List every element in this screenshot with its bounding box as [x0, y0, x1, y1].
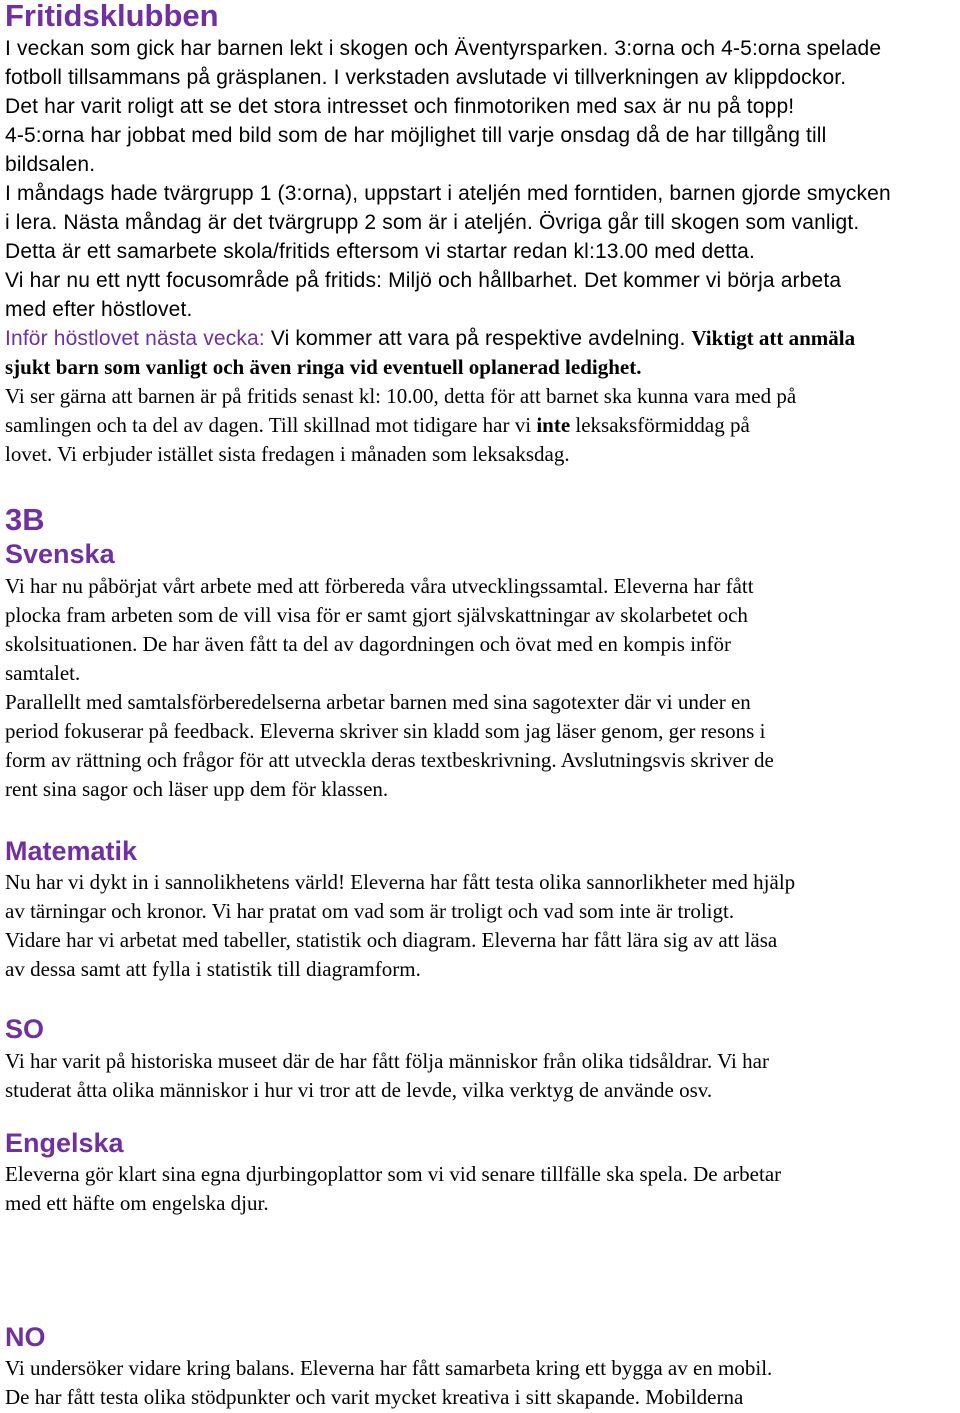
text-line: av tärningar och kronor. Vi har pratat om vad som är troligt och vad som inte är troligt.	[5, 899, 735, 923]
paragraph-fritids-tvargrupp	[5, 179, 960, 266]
text-line: bildsalen.	[5, 153, 96, 176]
text-line: Vi ser gärna att barnen är på fritids senast kl: 10.00, detta för att barnet ska kunna vara med på	[5, 384, 797, 408]
bold-notice: Viktigt att anmäla	[691, 326, 856, 350]
text-line: Vi har varit på historiska museet där de har fått följa människor från olika tidsåldrar. Vi har	[5, 1049, 769, 1073]
text-run: leksaksförmiddag på	[570, 413, 750, 437]
text-line	[5, 411, 960, 440]
text-line: av dessa samt att fylla i statistik till diagramform.	[5, 957, 421, 981]
bold-word: inte	[536, 413, 571, 437]
subject-title-matematik: Matematik	[5, 836, 138, 866]
paragraph-svenska-1	[5, 572, 960, 688]
text-line: Vi undersöker vidare kring balans. Eleverna har fått samarbeta kring ett bygga av en mobil.	[5, 1356, 773, 1380]
paragraph-no	[5, 1354, 960, 1412]
paragraph-matematik	[5, 868, 960, 984]
text-line: Vi har nu ett nytt focusområde på fritids: Miljö och hållbarhet. Det kommer vi börja arbeta	[5, 269, 842, 292]
text-line: I veckan som gick har barnen lekt i skogen och Äventyrsparken. 3:orna och 4-5:orna spelade	[5, 37, 882, 60]
text-line: skolsituationen. De har även fått ta del av dagordningen och övat med en kompis inför	[5, 632, 732, 656]
paragraph-fritids-hostlov	[5, 324, 960, 469]
highlight-label: Inför höstlovet nästa vecka:	[5, 327, 265, 350]
text-line: studerat åtta olika människor i hur vi tror att de levde, vilka verktyg de använde osv.	[5, 1078, 713, 1102]
text-line: med ett häfte om engelska djur.	[5, 1191, 269, 1215]
text-line: med efter höstlovet.	[5, 298, 193, 321]
text-line: Nu har vi dykt in i sannolikhetens värld! Eleverna har fått testa olika sannorlikheter med hjälp	[5, 870, 796, 894]
text-line	[5, 353, 960, 382]
text-run: Vi kommer att vara på respektive avdelning.	[264, 327, 692, 350]
text-line: Vi har nu påbörjat vårt arbete med att förbereda våra utvecklingssamtal. Eleverna har fått	[5, 574, 754, 598]
text-line	[5, 324, 960, 353]
paragraph-fritids-focus	[5, 266, 960, 324]
text-line: form av rättning och frågor för att utveckla deras textbeskrivning. Avslutningsvis skriver de	[5, 748, 774, 772]
bold-notice: sjukt barn som vanligt och även ringa vid eventuell oplanerad ledighet.	[5, 355, 642, 379]
text-line: Det har varit roligt att se det stora intresset och finmotoriken med sax är nu på topp!	[5, 95, 795, 118]
text-line: fotboll tillsammans på gräsplanen. I verkstaden avslutade vi tillverkningen av klippdockor.	[5, 66, 847, 89]
text-line: Detta är ett samarbete skola/fritids eftersom vi startar redan kl:13.00 med detta.	[5, 240, 755, 263]
paragraph-fritids-week	[5, 34, 960, 179]
text-line: Parallellt med samtalsförberedelserna arbetar barnen med sina sagotexter där vi under en	[5, 690, 751, 714]
subject-title-engelska: Engelska	[5, 1128, 124, 1158]
subject-title-svenska: Svenska	[5, 539, 115, 569]
paragraph-engelska	[5, 1160, 960, 1218]
text-line: De har fått testa olika stödpunkter och varit mycket kreativa i sitt skapande. Mobilderna	[5, 1385, 744, 1409]
paragraph-so	[5, 1047, 960, 1105]
text-line: I måndags hade tvärgrupp 1 (3:orna), uppstart i ateljén med forntiden, barnen gjorde smycken	[5, 182, 891, 205]
text-line: Eleverna gör klart sina egna djurbingoplattor som vi vid senare tillfälle ska spela. De arbetar	[5, 1162, 782, 1186]
text-line: samtalet.	[5, 661, 81, 685]
section-title-3b: 3B	[5, 502, 45, 537]
text-line: i lera. Nästa måndag är det tvärgrupp 2 som är i ateljén. Övriga går till skogen som vanligt.	[5, 211, 860, 234]
subject-title-so: SO	[5, 1014, 45, 1044]
paragraph-svenska-2	[5, 688, 960, 804]
subject-title-no: NO	[5, 1322, 46, 1352]
text-line: period fokuserar på feedback. Eleverna skriver sin kladd som jag läser genom, ger resons i	[5, 719, 766, 743]
text-line: lovet. Vi erbjuder istället sista fredagen i månaden som leksaksdag.	[5, 442, 570, 466]
text-run: samlingen och ta del av dagen. Till skillnad mot tidigare har vi	[5, 413, 537, 437]
text-line: 4-5:orna har jobbat med bild som de har möjlighet till varje onsdag då de har tillgång till	[5, 124, 827, 147]
text-line: rent sina sagor och läser upp dem för klassen.	[5, 777, 389, 801]
text-line: Vidare har vi arbetat med tabeller, statistik och diagram. Eleverna har fått lära sig av att läsa	[5, 928, 778, 952]
text-line: plocka fram arbeten som de vill visa för er samt gjort självskattningar av skolarbetet och	[5, 603, 748, 627]
section-title-fritidsklubben: Fritidsklubben	[5, 0, 219, 33]
